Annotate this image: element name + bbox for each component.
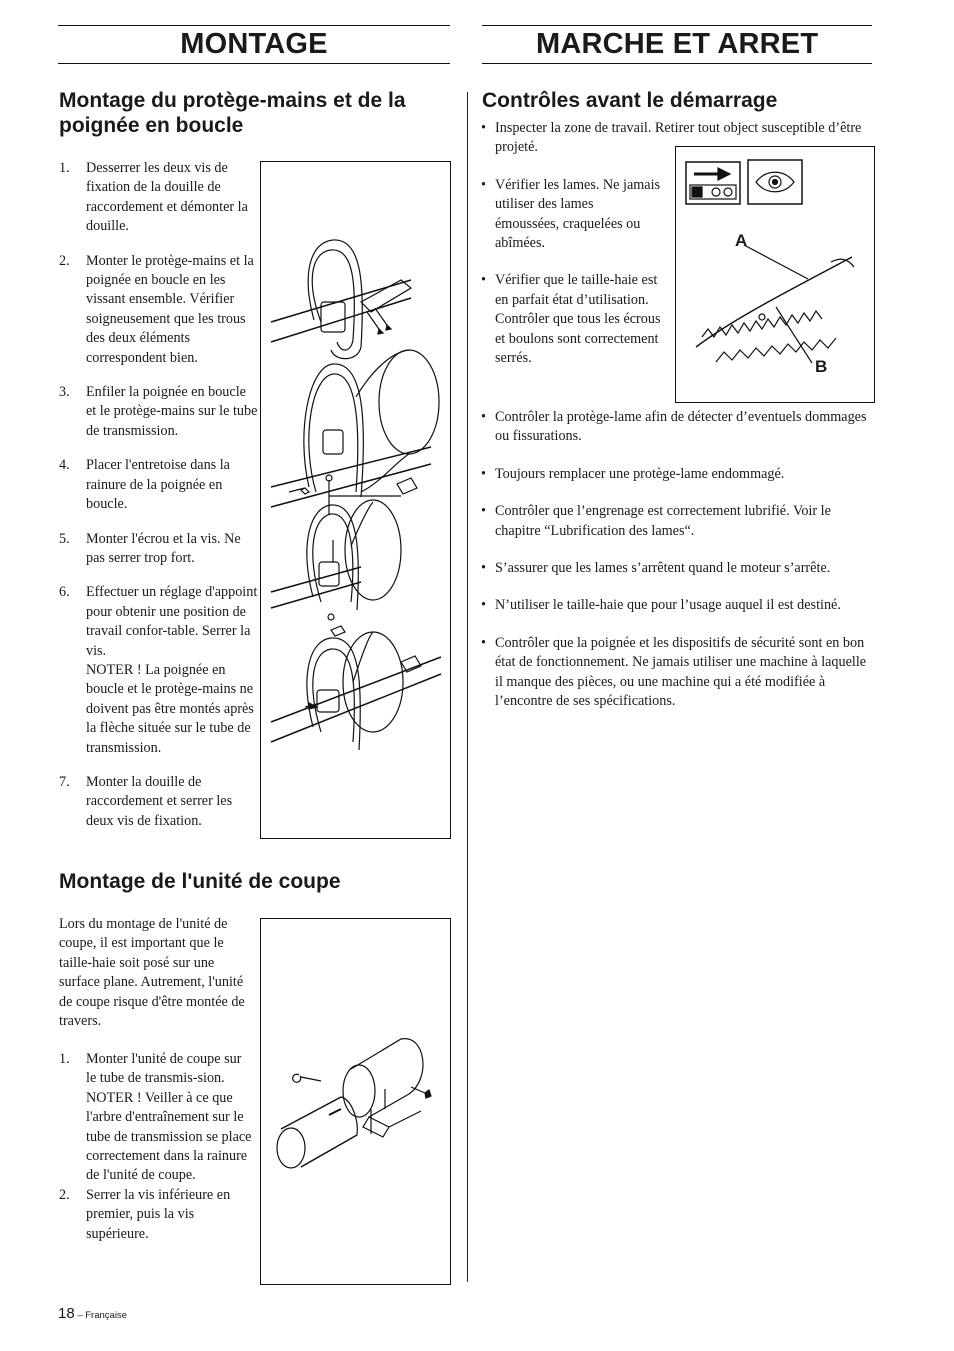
list-item: 1. Monter l'unité de coupe sur le tube de transmis-sion. NOTER ! Veiller à ce que l'arbre d'entraînement sur le tube de transmission se place correctement dans la rainure de l'unité de coupe. (59, 1051, 252, 1184)
left-page-title: MONTAGE (180, 28, 328, 60)
cutting-unit-illustration (261, 919, 450, 1284)
blade-check-figure (675, 146, 875, 403)
right-page-title: MARCHE ET ARRET (536, 28, 819, 60)
list-item: • Vérifier les lames. Ne jamais utiliser des lames émoussées, craquelées ou abîmées. (481, 176, 661, 252)
cutting-unit-intro: Lors du montage de l'unité de coupe, il est important que le taille-haie soit posé sur une surface plane. Autrement, l'unité de coupe risque d'être montée de travers. (59, 916, 245, 1030)
list-item: 4. Placer l'entretoise dans la rainure de la poignée en boucle. (59, 457, 230, 513)
figure-label-b: B (815, 357, 828, 376)
cutting-unit-figure (260, 918, 451, 1285)
page-footer (58, 1305, 127, 1323)
figure-label-a: A (735, 231, 748, 250)
list-item: 3. Enfiler la poignée en boucle et le protège-mains sur le tube de transmission. (59, 384, 258, 439)
list-item: 1. Desserrer les deux vis de fixation de la douille de raccordement et démonter la douille. (59, 160, 248, 235)
list-item: 6. Effectuer un réglage d'appoint pour obtenir une position de travail confor-table. Serrer la vis. NOTER ! La poignée en boucle et le protège-mains ne doivent pas être montés après la flèche située sur le tube de transmission. (59, 584, 258, 756)
footer-language: – Française (74, 1310, 127, 1321)
handle-assembly-figure (260, 161, 451, 839)
list-item: 2. Monter le protège-mains et la poignée en boucle en les vissant ensemble. Vérifier soigneusement que les trous des deux éléments correspondent bien. (59, 252, 254, 366)
note-text: NOTER ! La poignée en boucle et le protège-mains ne doivent pas être montés après la flèche située sur le tube de transmission. (86, 661, 254, 756)
column-divider (467, 92, 468, 1282)
right-title-bar (482, 25, 872, 64)
section-heading-checks: Contrôles avant le démarrage (482, 89, 778, 112)
list-item: 7. Monter la douille de raccordement et serrer les deux vis de fixation. (59, 773, 233, 829)
list-item: • Contrôler la protège-lame afin de détecter d’eventuels dommages ou fissurations. (481, 409, 867, 445)
checks-list-bottom (481, 408, 871, 711)
list-item: • Contrôler que l’engrenage est correctement lubrifié. Voir le chapitre “Lubrification des lames“. (481, 503, 831, 539)
section-heading-handle: Montage du protège-mains et de la poignée en boucle (59, 89, 406, 137)
list-item: 5. Monter l'écrou et la vis. Ne pas serrer trop fort. (59, 530, 241, 566)
list-item: • Inspecter la zone de travail. Retirer tout object susceptible d’être projeté. (481, 120, 862, 156)
handle-assembly-illustration (261, 162, 450, 838)
list-item: 2. Serrer la vis inférieure en premier, puis la vis supérieure. (59, 1186, 231, 1242)
handle-steps (59, 159, 259, 846)
list-item: • N’utiliser le taille-haie que pour l’usage auquel il est destiné. (481, 597, 841, 614)
cutting-unit-steps (59, 1050, 252, 1259)
page-number: 18 (58, 1305, 75, 1322)
list-item: • Vérifier que le taille-haie est en parfait état d’utilisation. Contrôler que tous les écrous et boulons sont correctement serrés. (481, 272, 661, 367)
section-heading-cutting-unit: Montage de l'unité de coupe (59, 870, 341, 893)
list-item: • Contrôler que la poignée et les dispositifs de sécurité sont en bon état de fonctionnement. Ne jamais utiliser une machine à laquelle il manque des pièces, ou une machine qui a été modifiée à l’encontre de ses spécifications. (481, 634, 867, 710)
left-title-bar (58, 25, 450, 64)
list-item: • Toujours remplacer une protège-lame endommagé. (481, 465, 785, 482)
note-text: NOTER ! Veiller à ce que l'arbre d'entraînement sur le tube de transmission se place correctement dans la rainure de l'unité de coupe. (86, 1089, 252, 1184)
blade-check-illustration (676, 147, 874, 402)
list-item: • S’assurer que les lames s’arrêtent quand le moteur s’arrête. (481, 560, 831, 577)
